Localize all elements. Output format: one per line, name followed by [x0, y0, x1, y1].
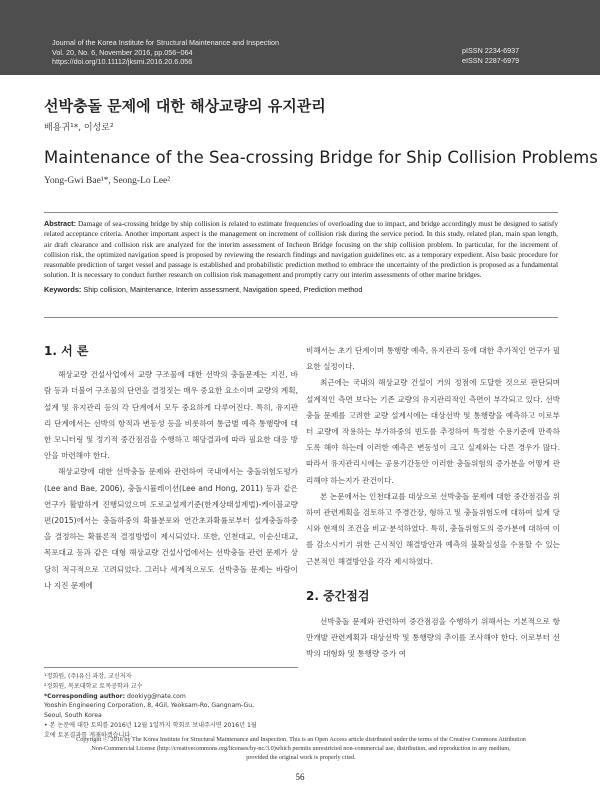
eissn: eISSN 2287-6979: [462, 55, 520, 65]
copyright-line-2: Non-Commercial License (http://creativecommons.org/licenses/by-nc/3.0)which permits unrestricted non-commercial use, distribution, and reproduction in any medium,: [91, 745, 511, 752]
footnote-1: ¹정회원, (주)유신 과장, 교신저자: [44, 673, 132, 680]
section2-title: 2. 중간점검: [306, 588, 370, 603]
footnote-2: ²정회원, 목포대학교 토목공학과 교수: [44, 682, 143, 690]
section1-para3: 비해서는 초기 단계이며 통행량 예측, 유지관리 등에 대한 추가적인 연구가 필요한 실정이다.: [306, 346, 560, 372]
address-1: Yooshin Engineering Corporation, 8, 4Gil, Yeoksam-Ro, Gangnam-Gu,: [44, 702, 255, 710]
copyright-line-1: Copyright ⓒ 2016 by The Korea Institute for Structural Maintenance and Inspection. This is an Open Access article distributed under the terms of the Creative Commons Attribution: [76, 736, 526, 743]
corr-label: *Corresponding author:: [44, 692, 126, 700]
volume-info: Vol. 20, No. 6, November 2016, pp.056~064: [52, 47, 193, 57]
abstract-text: [44, 219, 558, 281]
section1-para2: 해상교량에 대한 선박충돌 문제와 관련하여 국내에서는 충돌위험도평가(Lee and Bae, 2006), 충돌시뮬레이션(Lee and Hong, 2011) 등과 같은 연구가 활발하게 진행되었으며 도로교설계기준(한계상태설계법)-케이블교량편(2015)에서는 충돌하중의 확률분포와 연간초과확률로부터 설계충돌하중을 결정하는 확률론적 결정방법이 제시되었다. 또한, 인천대교, 이순신대교, 목포대교 등과 같은 대형 해상교량 건설사업에서는 선박충돌 관련 문제가 상당히 적극적으로 고려되었다. 그러나 세계적으로도 선박충돌 문제는 바람이나 지진 문제에: [44, 467, 298, 590]
section1-para1: 해상교량 건설사업에서 교량 구조물에 대한 선박의 충돌문제는 지진, 바람 등과 더불어 구조물의 단면을 결정짓는 매우 중요한 요소이며 교량의 계획, 설계 및 유지관리 등의 각 단계에서 모두 중요하게 다루어진다. 특히, 유지관리 단계에서는 선박의 항적과 변동성 등을 비롯하여 통급별 예측 통행량에 대한 모니터링 및 정기적 중간점검을 수행하고 해당결과에 따라 필요한 대응 방안을 마련해야 한다.: [44, 370, 298, 461]
keywords-label: Keywords:: [44, 284, 82, 294]
corresponding-author: [44, 692, 298, 702]
journal-header: [0, 0, 600, 75]
doi-link[interactable]: https://doi.org/10.11112/jksmi.2016.20.6.056: [52, 57, 193, 66]
copyright-line-3: provided the original work is properly cited.: [246, 754, 356, 761]
authors-english: Yong-Gwi Bae¹*, Seong-Lo Lee²: [44, 176, 171, 186]
section2-para1: 선박충돌 문제와 관련하여 중간점검을 수행하기 위해서는 기본적으로 항만개발 관련계획과 대상선박 및 통행량의 추이를 조사해야 한다. 이로부터 선박의 대형화 및 통행량 증가 여: [306, 617, 560, 659]
keywords-list: Ship collision, Maintenance, Interim assessment, Navigation speed, Prediction method: [83, 284, 363, 294]
page-number: 56: [295, 772, 305, 782]
copyright-notice: [44, 735, 558, 762]
address-2: Seoul, South Korea: [44, 712, 102, 720]
abstract-body: Damage of sea-crossing bridge by ship collision is related to estimate frequencies of overloading due to impact, and bridge accordingly must be designed to satisfy related acceptance criteria. Another important aspect is the management on increment of collision risk during the service period. In this study, related plan, main span length, air draft clearance and collision risk are analyzed for the interim assessment of Incheon Bridge focusing on the ship collision problem. In particular, for the increment of collision risk, the optimized navigation speed is proposed by reviewing the research findings and navigation guidelines etc. as a temporary expedient. Also basic procedure for reasonable prediction of target vessel and passage is established and probabilistic prediction method to embrace the uncertainty of the prediction is proposed as a fundamental solution. It is necessary to conduct further research on collision risk management and promptly carry out interim assessments of other marine bridges.: [44, 219, 558, 280]
footnotes: [44, 667, 298, 741]
section1-para4: 최근에는 국내의 해상교량 건설이 거의 정점에 도달한 것으로 판단되며 설계적인 측면 보다는 기존 교량의 유지관리적인 측면이 부각되고 있다. 선박충돌 문제를 고려한 교량 설계시에는 대상선박 및 통행량을 예측하고 이로부터 교량에 작용하는 부가하중의 빈도를 추정하여 특정한 수용기준에 만족하도록 해야 하는데 이러한 예측은 변동성이 크고 실제와는 다른 경우가 많다. 따라서 유지관리시에는 공용기간동안 이러한 충돌위험의 증가분을 어떻게 관리해야 하는지가 관건이다.: [306, 378, 560, 485]
journal-name: Journal of the Korea Institute for Structural Maintenance and Inspection: [52, 38, 279, 47]
section1-title: 1. 서 론: [44, 344, 89, 358]
keywords: [44, 285, 558, 295]
header-right: [462, 46, 519, 65]
right-column: [306, 343, 560, 663]
title-korean: 선박충돌 문제에 대한 해상교량의 유지관리: [44, 97, 326, 115]
discussion-note-1: • 본 논문에 대한 토의를 2016년 12월 1일까지 학회로 보내주시면 2016년 1월: [44, 721, 257, 729]
corr-email[interactable]: dookiyg@nate.com: [127, 692, 186, 700]
header-left: [52, 38, 279, 67]
discussion-note-2: 호에 토론결과를 게재하겠습니다.: [44, 731, 133, 739]
pissn: pISSN 2234-6937: [462, 46, 520, 55]
section1-para5: 본 논문에서는 인천대교를 대상으로 선박충돌 문제에 대한 중간점검을 위하여 관련계획을 검토하고 주경간장, 형하고 및 충돌위험도에 대하여 설계 당시와 현재의 조건을 비교·분석하였다. 특히, 충돌위험도의 증가분에 대하여 이를 감소시키기 위한 근시적인 해결방안과 예측의 불확실성을 수용할 수 있는 근본적인 해결방안을 각각 제시하였다.: [306, 491, 560, 566]
left-column: [44, 343, 298, 594]
authors-korean: 배용귀¹*, 이성로²: [44, 123, 114, 133]
abstract-label: Abstract:: [44, 219, 77, 228]
title-english: Maintenance of the Sea-crossing Bridge for Ship Collision Problems: [44, 148, 598, 167]
abstract-box: [44, 212, 558, 318]
